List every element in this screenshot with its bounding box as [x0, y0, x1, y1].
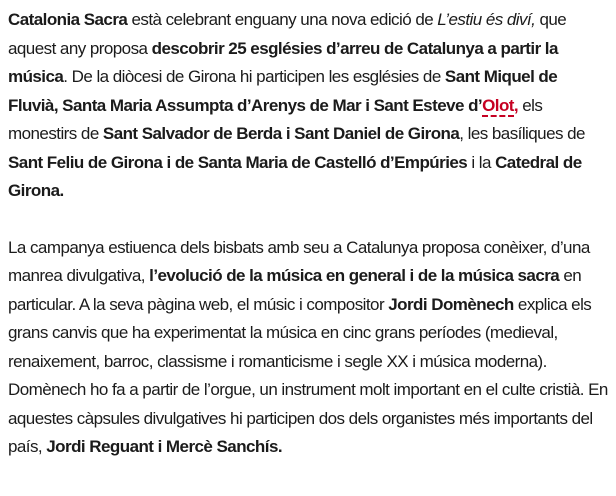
- campaign-lead-text: La campanya estiuenca dels bisbats amb seu a Catalunya proposa conèixer, d’una manrea divulgativa,: [8, 237, 590, 285]
- girona-diocese-text: . De la diòcesi de Girona hi participen les esglésies de: [63, 67, 445, 86]
- monasteries-list: Sant Salvador de Berda i Sant Daniel de Girona: [102, 124, 460, 143]
- proposal-highlight: descobrir 25 esglésies d’arreu de Catalunya a partir la música: [8, 38, 558, 86]
- churches-list: Sant Miquel de Fluvià, Santa Maria Assumpta d’Arenys de Mar i Sant Esteve d’: [8, 67, 558, 115]
- paragraph-campaign: [8, 234, 610, 462]
- composer-name: Jordi Domènech: [388, 294, 514, 314]
- olot-link[interactable]: Olot: [482, 95, 514, 115]
- cathedral-lead-text: i la: [467, 152, 496, 172]
- monasteries-lead-text: els monestirs de: [8, 95, 543, 143]
- campaign-name: Catalonia Sacra: [8, 10, 128, 29]
- proposal-lead-text: que aquest any proposa: [8, 10, 567, 58]
- periods-text: explica els grans canvis que ha experimentat la música en cinc grans períodes (medieval, renaixement, barroc, classisme i romanticisme i segle XX i música moderna). Domènech ho fa a partir de l’orgue, un instrument molt important en el culte cristià. En aquestes càpsules divulgatives hi participen dos dels organistes més importants del país,: [8, 294, 608, 456]
- website-text: en particular. A la seva pàgina web, el músic i compositor: [8, 266, 582, 314]
- organists-names: Jordi Reguant i Mercè Sanchís.: [46, 437, 283, 456]
- cathedral-name: Catedral de Girona.: [8, 152, 582, 200]
- basilicas-list: Sant Feliu de Girona i de Santa Maria de Castelló d’Empúries: [8, 152, 468, 172]
- olot-comma: ,: [513, 95, 519, 115]
- intro-text: està celebrant enguany una nova edició de: [127, 10, 438, 29]
- edition-title: L’estiu és diví,: [437, 10, 536, 29]
- music-evolution-highlight: l’evolució de la música en general i de la música sacra: [149, 266, 560, 285]
- basilicas-lead-text: , les basíliques de: [459, 124, 585, 143]
- paragraph-intro: [8, 6, 610, 206]
